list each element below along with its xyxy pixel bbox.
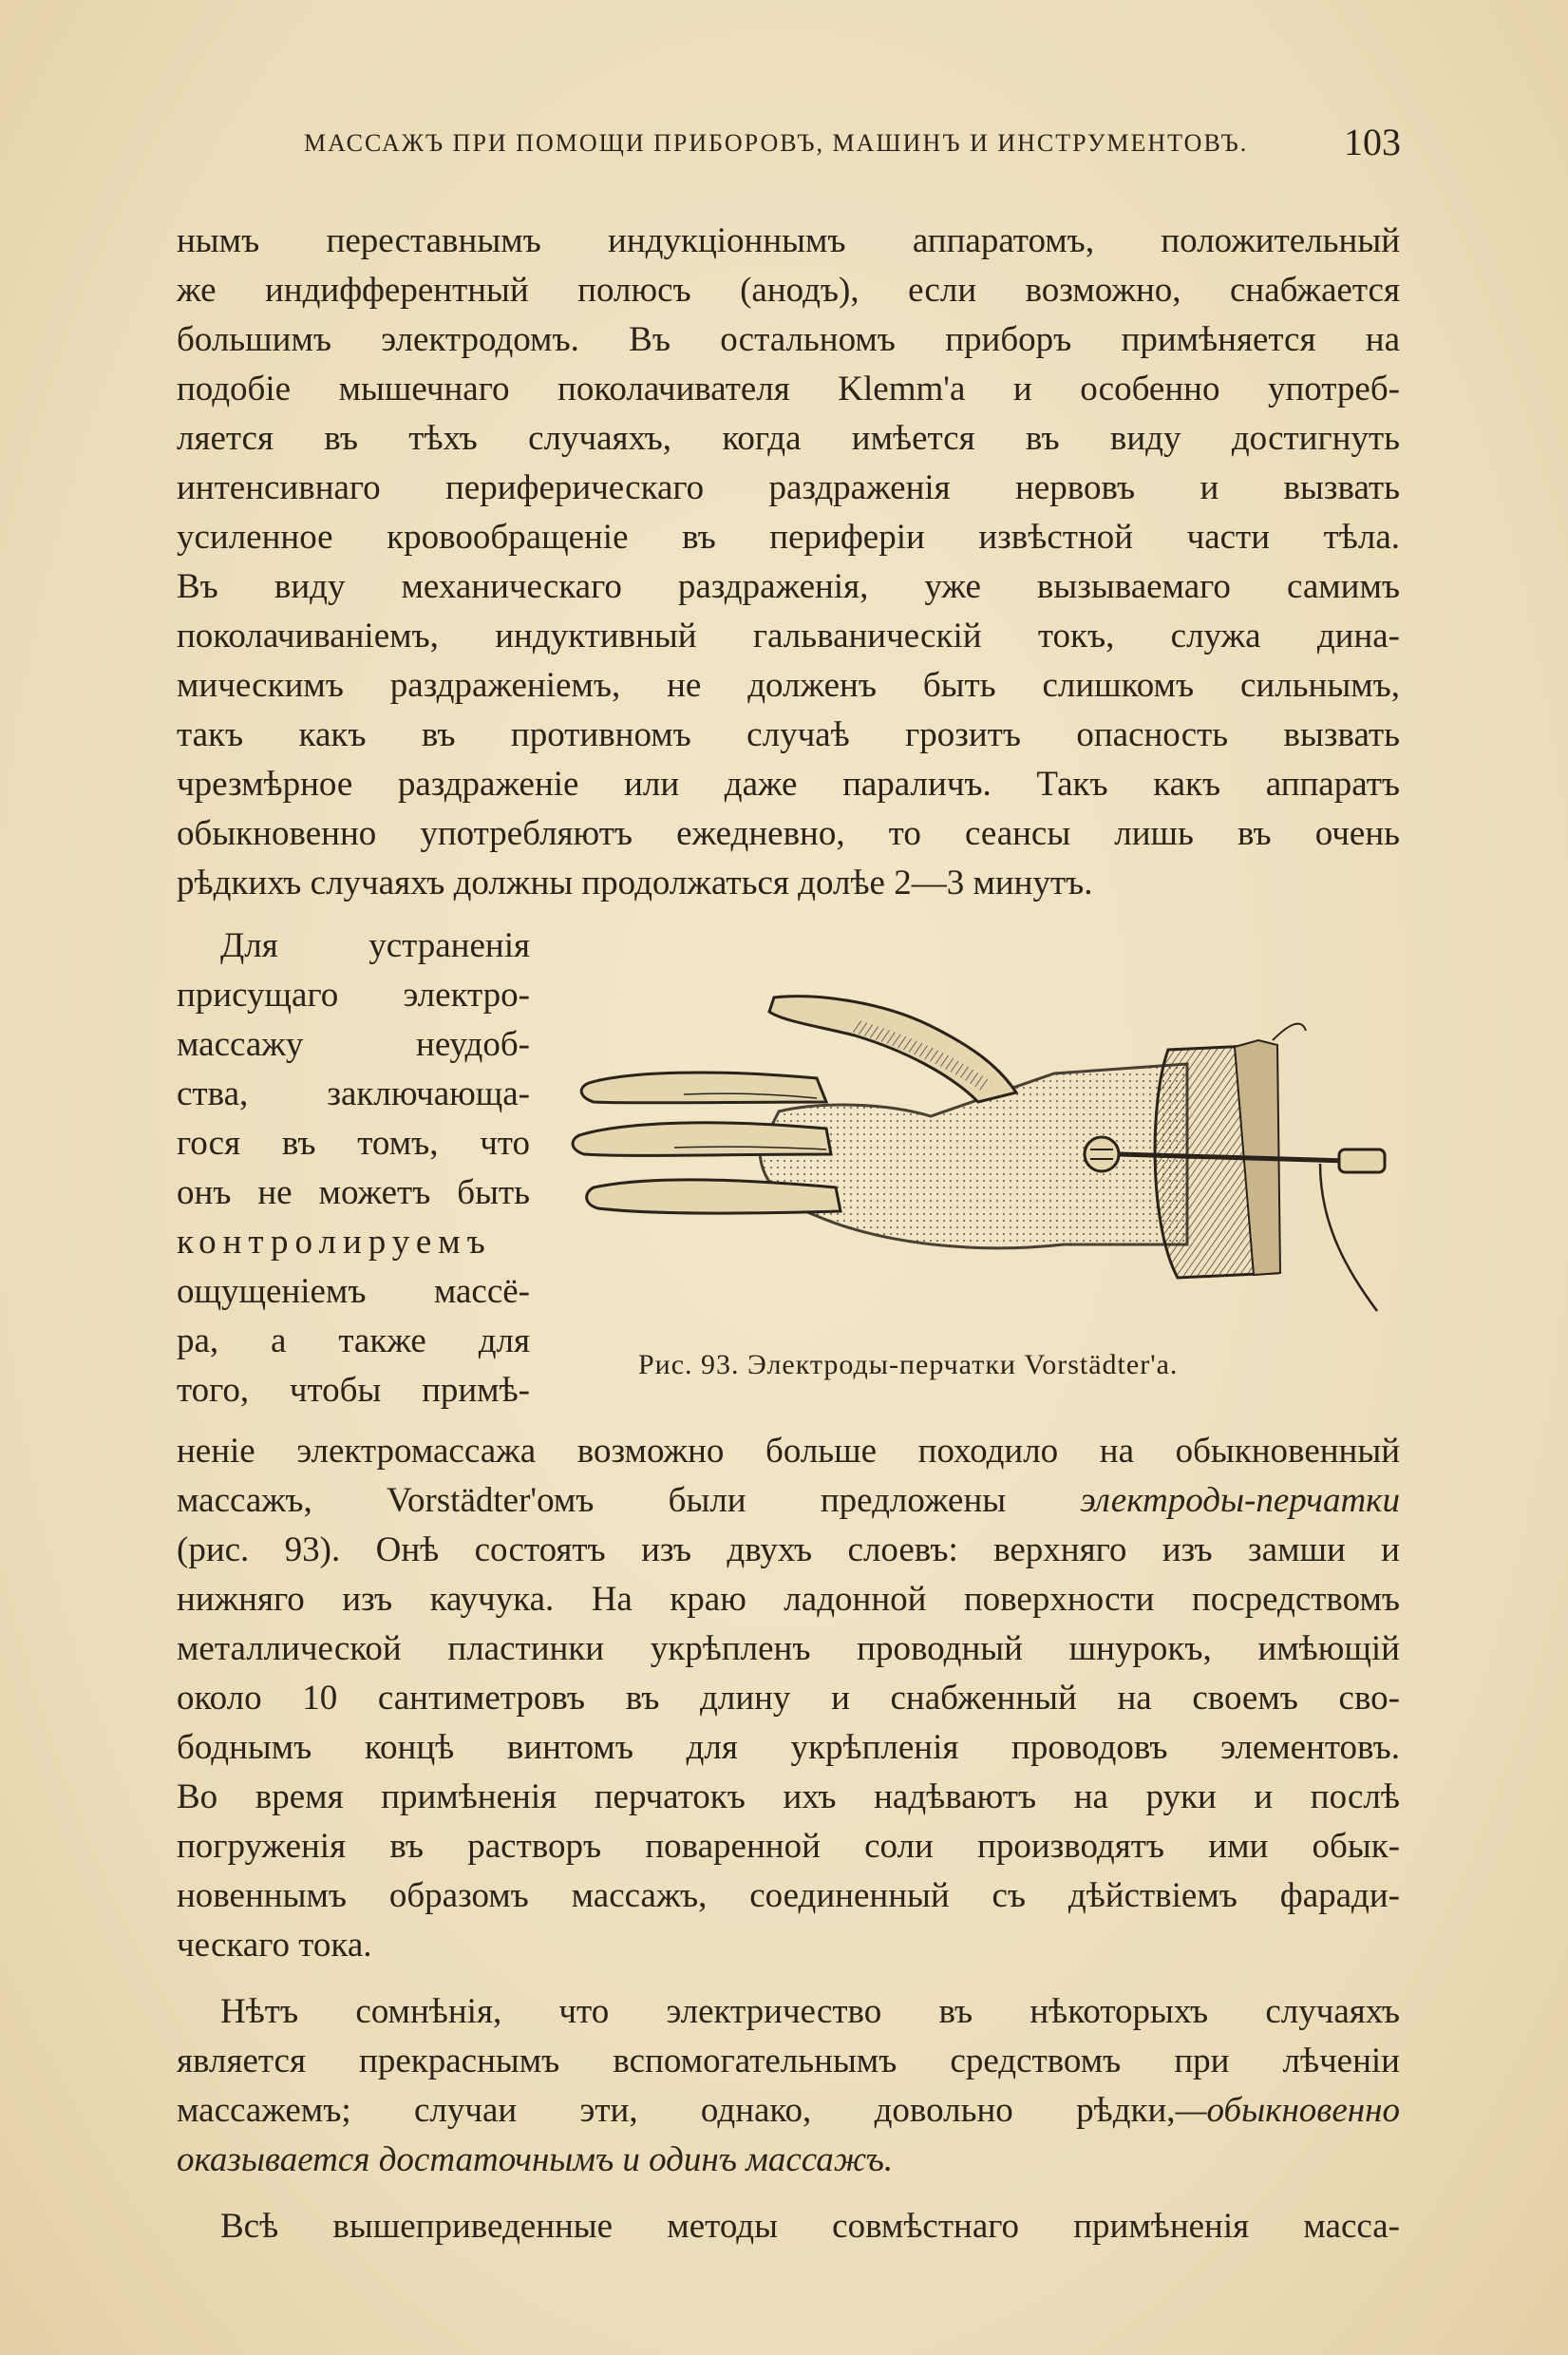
side-text-line: массажу неудоб- [177, 1025, 530, 1064]
italic-text: оказывается достаточнымъ и одинъ массажъ. [177, 2140, 894, 2179]
side-text-line: того, чтобы примѣ- [177, 1371, 530, 1410]
side-text-line: контролируемъ [177, 1223, 492, 1262]
text-line: обыкновенно употребляютъ ежедневно, то сеансы лишь въ очень [177, 814, 1400, 853]
text-line: Всѣ вышеприведенные методы совмѣстнаго примѣненія масса- [220, 2207, 1400, 2246]
text-line: около 10 сантиметровъ въ длину и снабженный на своемъ сво- [177, 1679, 1400, 1718]
text-line: чрезмѣрное раздраженіе или даже параличъ. Такъ какъ аппаратъ [177, 765, 1400, 804]
text-line [177, 2086, 1400, 2136]
text-line: (рис. 93). Онѣ состоятъ изъ двухъ слоевъ: верхняго изъ замши и [177, 1530, 1400, 1569]
text-line: Нѣтъ сомнѣнія, что электричество въ нѣкоторыхъ случаяхъ [220, 1992, 1400, 2031]
text-line: мическимъ раздраженіемъ, не долженъ быть слишкомъ сильнымъ, [177, 666, 1400, 705]
text-line: интенсивнаго периферическаго раздраженія нервовъ и вызвать [177, 468, 1400, 507]
text-line: ческаго тока. [177, 1926, 372, 1965]
text-line: металлической пластинки укрѣпленъ проводный шнурокъ, имѣющій [177, 1629, 1400, 1668]
text-line: погруженія въ растворъ поваренной соли производятъ ими обык- [177, 1827, 1400, 1866]
text-line [177, 1476, 1400, 1526]
text-line [177, 2136, 1400, 2185]
text-line: боднымъ концѣ винтомъ для укрѣпленія проводовъ элементовъ. [177, 1728, 1400, 1767]
text-fragment: массажемъ; случаи эти, однако, довольно рѣдки, [177, 2091, 1176, 2130]
text-line: нымъ переставнымъ индукціоннымъ аппаратомъ, положительный [177, 221, 1400, 260]
text-line: подобіе мышечнаго поколачивателя Klemm'а и особенно употреб- [177, 370, 1400, 408]
italic-term: электроды-перчатки [1080, 1481, 1400, 1520]
side-text-line: ства, заключающа- [177, 1074, 530, 1113]
text-line: поколачиваніемъ, индуктивный гальваническій токъ, служа дина- [177, 617, 1400, 655]
text-line: ляется въ тѣхъ случаяхъ, когда имѣется въ виду достигнуть [177, 419, 1400, 458]
text-line: такъ какъ въ противномъ случаѣ грозитъ опасность вызвать [177, 715, 1400, 754]
page-number: 103 [1344, 121, 1401, 163]
text-line: большимъ электродомъ. Въ остальномъ приборъ примѣняется на [177, 320, 1400, 359]
text-fragment: массажъ, Vorstädter'омъ были предложены [177, 1481, 1081, 1520]
text-line: нижняго изъ каучука. На краю ладонной поверхности посредствомъ [177, 1580, 1400, 1619]
text-line: является прекраснымъ вспомогательнымъ средствомъ при лѣченіи [177, 2042, 1400, 2080]
text-line: рѣдкихъ случаяхъ должны продолжаться долѣе 2—3 минутъ. [177, 864, 1093, 902]
text-line: же индифферентный полюсъ (анодъ), если возможно, снабжается [177, 271, 1400, 310]
side-text-line: присущаго электро- [177, 976, 530, 1015]
text-line: Въ виду механическаго раздраженія, уже вызываемаго самимъ [177, 567, 1400, 606]
text-line: неніе электромассажа возможно больше походило на обыкновенный [177, 1432, 1400, 1471]
header-title: МАССАЖЪ ПРИ ПОМОЩИ ПРИБОРОВЪ, МАШИНЪ И ИНСТРУМЕНТОВЪ. [304, 129, 1249, 157]
side-text-line: онъ не можетъ быть [177, 1173, 530, 1212]
text-line: новеннымъ образомъ массажъ, соединенный съ дѣйствіемъ фаради- [177, 1876, 1400, 1915]
electrode-glove-icon [570, 959, 1406, 1320]
running-header [304, 121, 1401, 163]
italic-text: —обыкновенно [1175, 2091, 1400, 2130]
text-line: усиленное кровообращеніе въ периферіи извѣстной части тѣла. [177, 518, 1400, 557]
side-text-line: ра, а также для [177, 1321, 530, 1360]
side-text-line: гося въ томъ, что [177, 1124, 530, 1163]
side-text-line: ощущеніемъ массё- [177, 1272, 530, 1311]
figure-caption: Рис. 93. Электроды-перчатки Vorstädter'а. [638, 1349, 1179, 1380]
text-line: Во время примѣненія перчатокъ ихъ надѣваютъ на руки и послѣ [177, 1777, 1400, 1816]
side-text-line: Для устраненія [220, 926, 530, 965]
